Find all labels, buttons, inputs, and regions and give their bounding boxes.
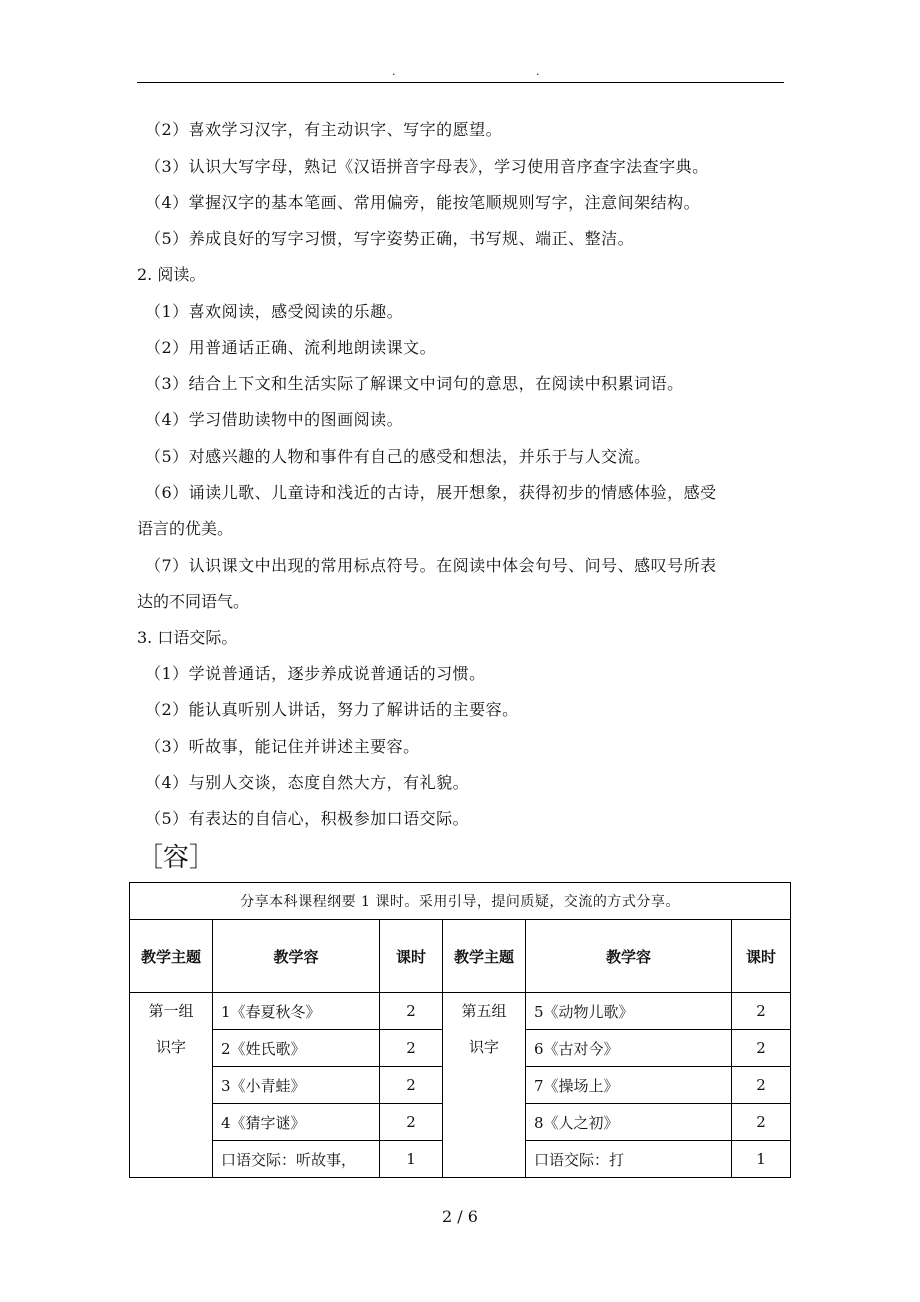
oral-item-3: （3）听故事，能记住并讲述主要容。 (145, 737, 420, 756)
hours-cell: 2 (732, 1067, 791, 1104)
curriculum-table (129, 882, 791, 1178)
hours-cell: 2 (380, 1104, 443, 1141)
hours-cell: 2 (732, 1030, 791, 1067)
section-reading-title: 2. 阅读。 (137, 265, 206, 284)
hours-cell: 2 (380, 993, 443, 1030)
reading-item-2: （2）用普通话正确、流利地朗读课文。 (145, 338, 437, 357)
oral-item-1: （1）学说普通话，逐步养成说普通话的习惯。 (145, 664, 486, 683)
reading-item-6-cont: 语言的优美。 (137, 519, 234, 538)
topic-type-left: 识字 (155, 1038, 186, 1056)
content-cell: 2《姓氏歌》 (213, 1030, 380, 1067)
content-cell: 8《人之初》 (526, 1104, 732, 1141)
header-topic-left: 教学主题 (130, 920, 213, 993)
writing-item-5: （5）养成良好的写字习惯，写字姿势正确，书写规、端正、整洁。 (145, 229, 635, 248)
content-heading: ［容］ (137, 843, 216, 873)
content-cell: 6《古对今》 (526, 1030, 732, 1067)
topic-cell-left (130, 993, 213, 1178)
oral-item-5: （5）有表达的自信心，积极参加口语交际。 (145, 809, 470, 828)
header-hours-right: 课时 (732, 920, 791, 993)
hours-cell: 1 (380, 1141, 443, 1178)
reading-item-7: （7）认识课文中出现的常用标点符号。在阅读中体会句号、问号、感叹号所表 (145, 556, 717, 575)
header-content-right: 教学容 (526, 920, 732, 993)
header-dot-right: . (536, 65, 540, 78)
oral-item-2: （2）能认真听别人讲话，努力了解讲话的主要容。 (145, 700, 519, 719)
topic-group-right: 第五组 (461, 1002, 507, 1020)
hours-cell: 2 (732, 1104, 791, 1141)
hours-cell: 2 (380, 1067, 443, 1104)
topic-group-left: 第一组 (148, 1002, 194, 1020)
writing-item-4: （4）掌握汉字的基本笔画、常用偏旁，能按笔顺规则写字，注意间架结构。 (145, 193, 701, 212)
section-oral-title: 3. 口语交际。 (137, 628, 238, 647)
writing-item-2: （2）喜欢学习汉字，有主动识字、写字的愿望。 (145, 120, 503, 139)
content-cell: 口语交际：打 (526, 1141, 732, 1178)
reading-item-7-cont: 达的不同语气。 (137, 592, 250, 611)
hours-cell: 1 (732, 1141, 791, 1178)
content-cell: 7《操场上》 (526, 1067, 732, 1104)
content-cell: 5《动物儿歌》 (526, 993, 732, 1030)
hours-cell: 2 (732, 993, 791, 1030)
reading-item-5: （5）对感兴趣的人物和事件有自己的感受和想法，并乐于与人交流。 (145, 447, 651, 466)
reading-item-4: （4）学习借助读物中的图画阅读。 (145, 410, 404, 429)
content-cell: 1《春夏秋冬》 (213, 993, 380, 1030)
header-dot-left: . (392, 65, 396, 78)
content-cell: 4《猜字谜》 (213, 1104, 380, 1141)
content-cell: 3《小青蛙》 (213, 1067, 380, 1104)
writing-item-3: （3）认识大写字母，熟记《汉语拼音字母表》，学习使用音序查字法查字典。 (145, 157, 709, 176)
hours-cell: 2 (380, 1030, 443, 1067)
table-intro: 分享本科课程纲要 1 课时。采用引导，提问质疑，交流的方式分享。 (130, 883, 791, 920)
topic-cell-right (443, 993, 526, 1178)
header-content-left: 教学容 (213, 920, 380, 993)
reading-item-3: （3）结合上下文和生活实际了解课文中词句的意思，在阅读中积累词语。 (145, 374, 684, 393)
header-rule (137, 82, 784, 83)
header-hours-left: 课时 (380, 920, 443, 993)
reading-item-6: （6）诵读儿歌、儿童诗和浅近的古诗，展开想象，获得初步的情感体验，感受 (145, 483, 717, 502)
content-cell: 口语交际：听故事， (213, 1141, 380, 1178)
header-topic-right: 教学主题 (443, 920, 526, 993)
topic-type-right: 识字 (468, 1038, 499, 1056)
page-number: 2 / 6 (442, 1207, 478, 1226)
table-row (130, 993, 791, 1030)
reading-item-1: （1）喜欢阅读，感受阅读的乐趣。 (145, 302, 404, 321)
oral-item-4: （4）与别人交谈，态度自然大方，有礼貌。 (145, 773, 470, 792)
